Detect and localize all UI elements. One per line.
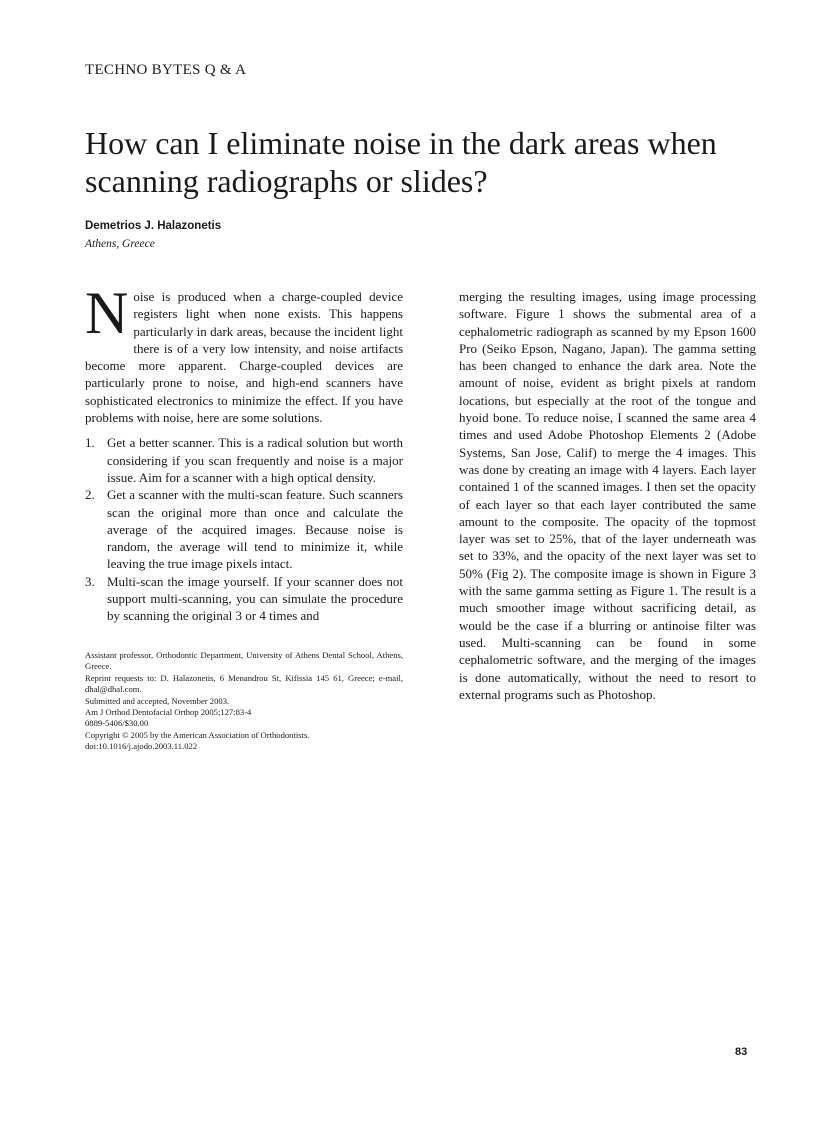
footnote-doi: doi:10.1016/j.ajodo.2003.11.022: [85, 741, 198, 752]
footnote-submitted: Submitted and accepted, November 2003.: [85, 695, 230, 706]
list-item: [85, 486, 403, 572]
footnote-citation: Am J Orthod Dentofacial Orthop 2005;127:83-4: [85, 707, 252, 718]
footnote-issn: 0889-5406/$30.00: [85, 718, 149, 729]
right-column-text: merging the resulting images, using image processing software. Figure 1 shows the submental area of a cephalometric radiograph as scanned by my Epson 1600 Pro (Seiko Epson, Nagano, Japan). The gamma setting has been changed to enhance the dark area. Note the amount of noise, evident as bright pixels at random locations, but especially at the root of the tongue and hyoid bone. To reduce noise, I scanned the same area 4 times and used Adobe Photoshop Elements 2 (Adobe Systems, San Jose, Calif) to merge the 4 images. This was done by creating an image with 4 layers. Each layer contained 1 of the scanned images. I then set the opacity of each layer so that each layer contributed the same amount to the composite. The opacity of the topmost layer was set to 25%, that of the layer underneath was set to 33%, and the opacity of the next layer was set to 50% (Fig 2). The composite image is shown in Figure 3 with the same gamma setting as Figure 1. The result is a much smoother image without sacrificing detail, as would be the case if a blurring or antinoise filter was used. Multi-scanning can be found in some cephalometric software, and the merging of the images is done automatically, without the need to resort to external programs such as Photoshop.: [459, 289, 756, 702]
list-item-number: 2.: [85, 487, 95, 503]
right-column: [459, 288, 756, 703]
list-item-number: 3.: [85, 573, 95, 589]
footnote-reprints: Reprint requests to: D. Halazonetis, 6 Menandrou St, Kifissia 145 61, Greece; e-mail, dhal@dhal.com.: [85, 672, 403, 695]
footnote-copyright: Copyright © 2005 by the American Association of Orthodontists.: [85, 729, 310, 740]
author-affiliation: Athens, Greece: [85, 238, 155, 250]
author-name: Demetrios J. Halazonetis: [85, 220, 222, 232]
list-item-text: Get a scanner with the multi-scan feature. Such scanners scan the original more than once and calculate the average of the acquired images. Because noise is random, the average will tend to minimize it, while leaving the true image pixels intact.: [107, 487, 403, 572]
footnotes: [85, 650, 403, 753]
list-item-number: 1.: [85, 435, 95, 451]
list-item: [85, 434, 403, 486]
article-title: How can I eliminate noise in the dark areas when scanning radiographs or slides?: [85, 125, 717, 199]
section-label: TECHNO BYTES Q & A: [85, 62, 247, 78]
intro-text: oise is produced when a charge-coupled device registers light when none exists. This happens particularly in dark areas, because the incident light there is of a very low intensity, and noise artifacts become more apparent. Charge-coupled devices are particularly prone to noise, and high-end scanners have sophisticated electronics to minimize the effect. If you have problems with noise, here are some solutions.: [85, 289, 403, 426]
page-number: 83: [735, 1046, 748, 1058]
solutions-list: [85, 434, 403, 624]
list-item: [85, 573, 403, 625]
footnote-position: Assistant professor, Orthodontic Department, University of Athens Dental School, Athens, Greece.: [85, 650, 403, 672]
list-item-text: Get a better scanner. This is a radical solution but worth considering if you scan frequently and noise is a major issue. Aim for a scanner with a high optical density.: [107, 435, 403, 485]
left-column: [85, 280, 403, 625]
intro-paragraph: [85, 280, 403, 426]
drop-cap: N: [85, 280, 129, 346]
list-item-text: Multi-scan the image yourself. If your scanner does not support multi-scanning, you can simulate the procedure by scanning the original 3 or 4 times and: [107, 573, 403, 624]
